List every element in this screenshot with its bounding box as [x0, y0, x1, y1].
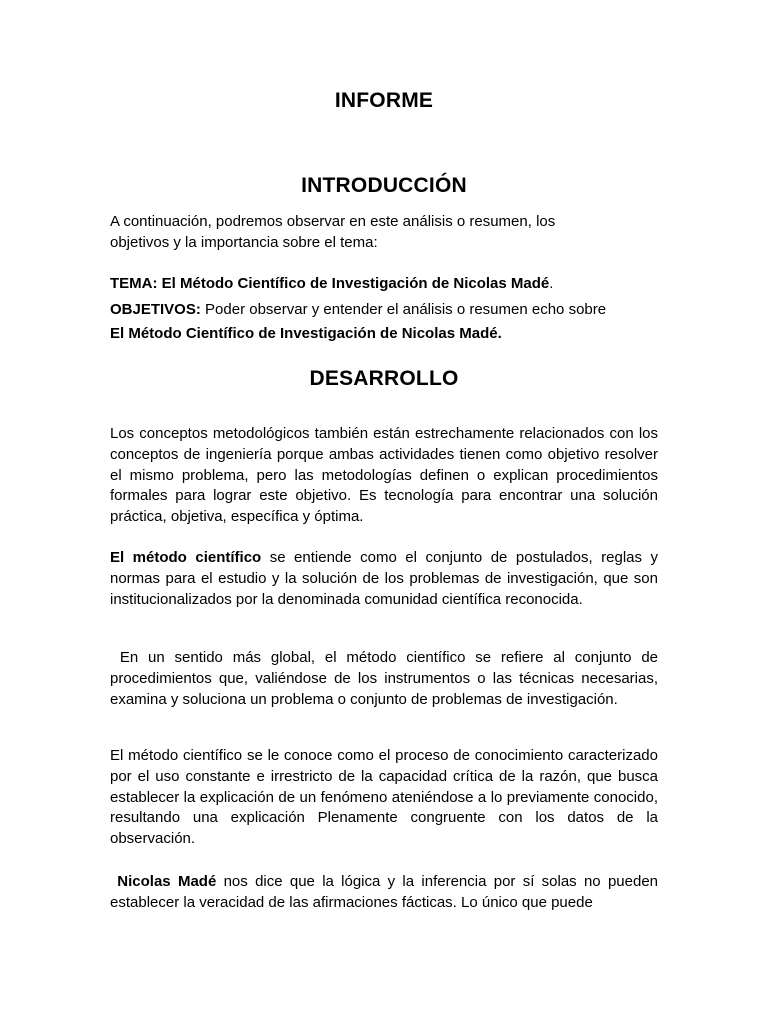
desarrollo-paragraph-4: El método científico se le conoce como el proceso de conocimiento caracterizado por el uso constante e irrestricto de la capacidad crítica de la razón, que busca establecer la explicación de un fenómeno ateniéndose a lo previamente conocido, resultando una explicación Plenamente congruente con los datos de la observación. [110, 747, 658, 848]
desarrollo-paragraph-1: Los conceptos metodológicos también están estrechamente relacionados con los conceptos de ingeniería porque ambas actividades tienen como objetivo resolver el mismo problema, pero las metodologías definen o explican procedimientos formales para lograr este objetivo. Es tecnología para encontrar una solución práctica, objetiva, específica y óptima. [110, 425, 658, 526]
nicolas-made-term: Nicolas Madé [117, 873, 217, 890]
objetivos-label: OBJETIVOS: [110, 301, 201, 318]
tema-label: TEMA: [110, 275, 158, 292]
tema-value: El Método Científico de Investigación de Nicolas Madé [161, 275, 550, 292]
metodo-cientifico-term: El método científico [110, 549, 262, 566]
desarrollo-heading: DESARROLLO [309, 367, 459, 390]
tema-line [110, 274, 658, 294]
objetivos-subject: El Método Científico de Investigación de Nicolas Madé. [110, 325, 502, 342]
tema-period: . [549, 275, 554, 292]
desarrollo-paragraph-3: En un sentido más global, el método científico se refiere al conjunto de procedimientos que, valiéndose de los instrumentos o las técnicas necesarias, examina y soluciona un problema o conjunto de problemas de investigación. [110, 649, 663, 708]
introduccion-heading: INTRODUCCIÓN [301, 174, 467, 197]
document-title: INFORME [334, 89, 434, 112]
objetivos-subject-line [110, 324, 658, 344]
objetivos-text: Poder observar y entender el análisis o resumen echo sobre [205, 301, 607, 318]
paragraph-2-text: se entiende como el conjunto de postulados, reglas y normas para el estudio y la solución de los problemas de investigación, que son institucionalizados por la denominada comunidad científica reconocida. [110, 549, 659, 608]
desarrollo-paragraph-5 [110, 872, 658, 914]
intro-line-2: objetivos y la importancia sobre el tema: [110, 234, 378, 251]
intro-line-1: A continuación, podremos observar en este análisis o resumen, los [110, 213, 556, 230]
objetivos-line [110, 300, 658, 320]
desarrollo-paragraph-2 [110, 548, 658, 610]
paragraph-5-text: nos dice que la lógica y la inferencia por sí solas no pueden establecer la veracidad de las afirmaciones fácticas. Lo único que puede [110, 873, 658, 911]
